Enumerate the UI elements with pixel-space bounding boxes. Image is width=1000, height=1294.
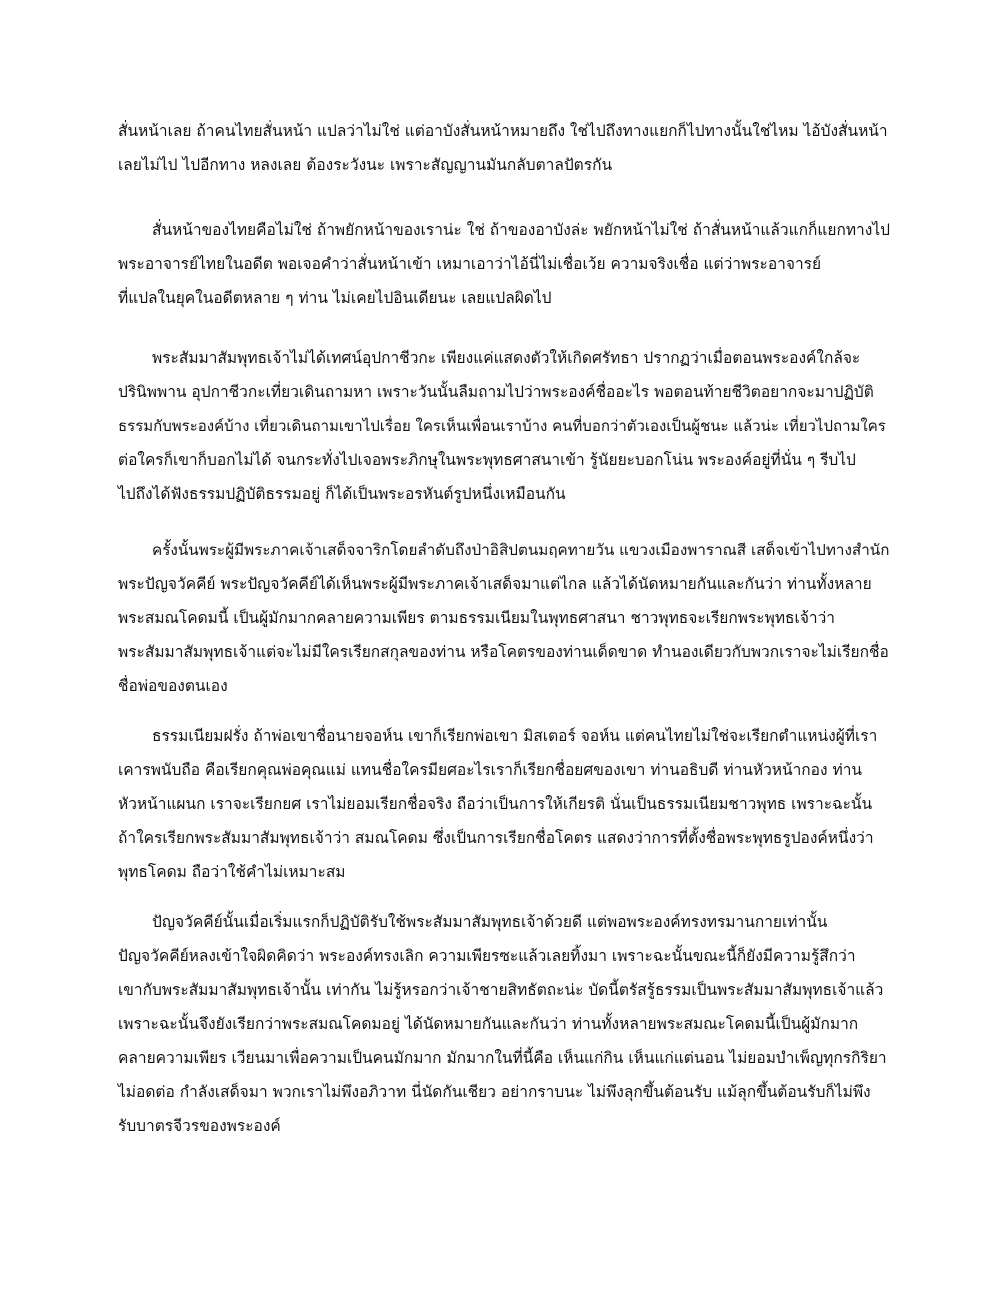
paragraph-line: ธรรมกับพระองค์บ้าง เที่ยวเดินถามเขาไปเรื่อย ใครเห็นเพื่อนเราบ้าง คนที่บอกว่าตัวเองเป็นผู้ชนะ แล้วน่ะ เที่ยวไปถามใคร (118, 417, 886, 435)
paragraph-line: ธรรมเนียมฝรั่ง ถ้าพ่อเขาชื่อนายจอห์น เขาก็เรียกพ่อเขา มิสเตอร์ จอห์น แต่คนไทยไม่ใช่จะเรียกตำแหน่งผู้ที่เรา (152, 727, 878, 745)
paragraph-4 (118, 533, 898, 703)
paragraph-5 (118, 719, 898, 889)
paragraph-6 (118, 905, 898, 1143)
paragraph-line: เพราะฉะนั้นจึงยังเรียกว่าพระสมณโคดมอยู่ ได้นัดหมายกันและกันว่า ท่านทั้งหลายพระสมณะโคดมนี้เป็นผู้มักมาก (118, 1015, 859, 1033)
paragraph-line: ครั้งนั้นพระผู้มีพระภาคเจ้าเสด็จจาริกโดยลำดับถึงป่าอิสิปตนมฤคทายวัน แขวงเมืองพาราณสี เสด็จเข้าไปทางสำนัก (152, 541, 890, 559)
paragraph-line: ปัญจวัคคีย์นั้นเมื่อเริ่มแรกก็ปฏิบัติรับใช้พระสัมมาสัมพุทธเจ้าด้วยดี แต่พอพระองค์ทรงทรมานกายเท่านั้น (152, 913, 828, 931)
paragraph-line: พระอาจารย์ไทยในอดีต พอเจอคำว่าสั่นหน้าเข้า เหมาเอาว่าไอ้นี่ไม่เชื่อเว้ย ความจริงเชื่อ แต่ว่าพระอาจารย์ (118, 255, 822, 273)
paragraph-line: รับบาตรจีวรของพระองค์ (118, 1117, 281, 1135)
paragraph-line: ไม่อดต่อ กำลังเสด็จมา พวกเราไม่พึงอภิวาท นี่นัดกันเชียว อย่ากราบนะ ไม่พึงลุกขึ้นต้อนรับ แม้ลุกขึ้นต้อนรับก็ไม่พึง (118, 1083, 871, 1101)
paragraph-line: พระสัมมาสัมพุทธเจ้าแต่จะไม่มีใครเรียกสกุลของท่าน หรือโคตรของท่านเด็ดขาด ทำนองเดียวกับพวกเราจะไม่เรียกชื่อ (118, 643, 889, 661)
paragraph-line: ปัญจวัคคีย์หลงเข้าใจผิดคิดว่า พระองค์ทรงเลิก ความเพียรซะแล้วเลยทิ้งมา เพราะฉะนั้นขณะนี้ก็ยังมีความรู้สึกว่า (118, 947, 856, 965)
paragraph-line: พระสัมมาสัมพุทธเจ้าไม่ได้เทศน์อุปกาชีวกะ เพียงแค่แสดงตัวให้เกิดศรัทธา ปรากฏว่าเมื่อตอนพระองค์ใกล้จะ (152, 349, 861, 367)
paragraph-line: พระสมณโคดมนี้ เป็นผู้มักมากคลายความเพียร ตามธรรมเนียมในพุทธศาสนา ชาวพุทธจะเรียกพระพุทธเจ้าว่า (118, 609, 836, 627)
paragraph-line: พุทธโคดม ถือว่าใช้คำไม่เหมาะสม (118, 863, 346, 881)
paragraph-line: ต่อใครก็เขาก็บอกไม่ได้ จนกระทั่งไปเจอพระภิกษุในพระพุทธศาสนาเข้า รู้นัยยะบอกโน่น พระองค์อยู่ที่นั่น ๆ รีบไป (118, 451, 856, 469)
paragraph-1 (118, 114, 898, 182)
paragraph-line: เคารพนับถือ คือเรียกคุณพ่อคุณแม่ แทนชื่อใครมียศอะไรเราก็เรียกชื่อยศของเขา ท่านอธิบดี ท่านหัวหน้ากอง ท่าน (118, 761, 863, 779)
paragraph-line: พระปัญจวัคคีย์ พระปัญจวัคคีย์ได้เห็นพระผู้มีพระภาคเจ้าเสด็จมาแต่ไกล แล้วได้นัดหมายกันและกันว่า ท่านทั้งหลาย (118, 575, 872, 593)
paragraph-line: ชื่อพ่อของตนเอง (118, 677, 228, 695)
paragraph-line: คลายความเพียร เวียนมาเพื่อความเป็นคนมักมาก มักมากในที่นี้คือ เห็นแก่กิน เห็นแก่แต่นอน ไม่ยอมบำเพ็ญทุกรกิริยา (118, 1049, 887, 1067)
paragraph-line: สั่นหน้าของไทยคือไม่ใช่ ถ้าพยักหน้าของเราน่ะ ใช่ ถ้าของอาบังล่ะ พยักหน้าไม่ใช่ ถ้าสั่นหน้าแล้วแกก็แยกทางไป (152, 221, 890, 239)
paragraph-line: หัวหน้าแผนก เราจะเรียกยศ เราไม่ยอมเรียกชื่อจริง ถือว่าเป็นการให้เกียรติ นั่นเป็นธรรมเนียมชาวพุทธ เพราะฉะนั้น (118, 795, 873, 813)
paragraph-line: เขากับพระสัมมาสัมพุทธเจ้านั้น เท่ากัน ไม่รู้หรอกว่าเจ้าชายสิทธัตถะน่ะ บัดนี้ตรัสรู้ธรรมเป็นพระสัมมาสัมพุทธเจ้าแล้ว (118, 981, 884, 999)
paragraph-line: ปรินิพพาน อุปกาชีวกะเที่ยวเดินถามหา เพราะวันนั้นลืมถามไปว่าพระองค์ชื่ออะไร พอตอนท้ายชีวิตอยากจะมาปฏิบัติ (118, 383, 874, 401)
paragraph-2 (118, 213, 898, 315)
paragraph-line: ที่แปลในยุคในอดีตหลาย ๆ ท่าน ไม่เคยไปอินเดียนะ เลยแปลผิดไป (118, 289, 552, 307)
paragraph-line: สั่นหน้าเลย ถ้าคนไทยสั่นหน้า แปลว่าไม่ใช่ แต่อาบังสั่นหน้าหมายถึง ใช่ไปถึงทางแยกก็ไปทางนั้นใช่ไหม ไอ้บังสั่นหน้า (118, 122, 888, 140)
paragraph-line: ไปถึงได้ฟังธรรมปฏิบัติธรรมอยู่ ก็ได้เป็นพระอรหันต์รูปหนึ่งเหมือนกัน (118, 485, 566, 503)
paragraph-3 (118, 341, 898, 511)
paragraph-line: ถ้าใครเรียกพระสัมมาสัมพุทธเจ้าว่า สมณโคดม ซึ่งเป็นการเรียกชื่อโคตร แสดงว่าการที่ตั้งชื่อพระพุทธรูปองค์หนึ่งว่า (118, 829, 874, 847)
paragraph-line: เลยไม่ไป ไปอีกทาง หลงเลย ต้องระวังนะ เพราะสัญญานมันกลับตาลปัตรกัน (118, 156, 613, 174)
